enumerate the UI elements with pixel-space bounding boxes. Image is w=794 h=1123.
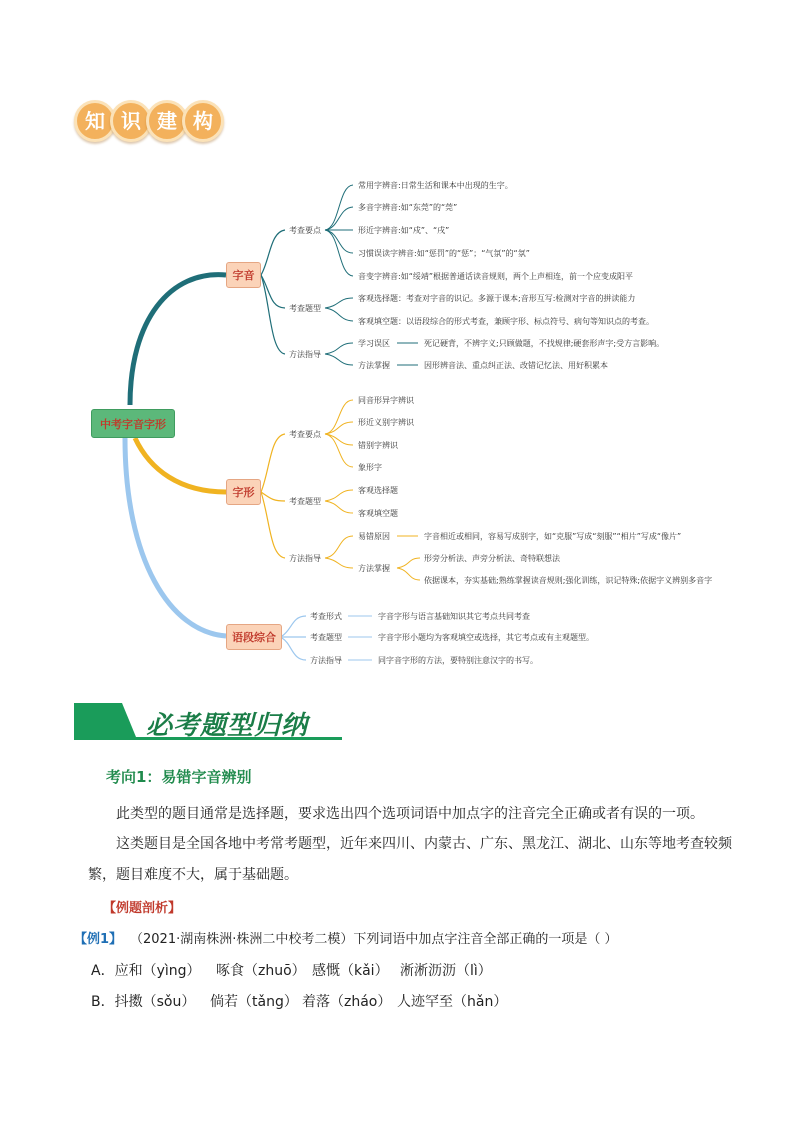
mindmap-root: 中考字音字形 bbox=[91, 409, 175, 438]
zixing-zhangwo-item: 形旁分析法、声旁分析法、奇特联想法 bbox=[424, 554, 560, 563]
ziyin-tixing-item: 客观选择题：考查对字音的识记。多源于课本;音形互写:检测对字音的拼读能力 bbox=[358, 294, 636, 303]
option-a-word: 啄食（zhuō） bbox=[216, 963, 306, 979]
option-a-word: A．应和（yìng） bbox=[91, 963, 201, 979]
yuduan-value: 字音字形与语言基础知识其它考点共同考查 bbox=[378, 612, 530, 621]
option-b-word: 倘若（tǎng） bbox=[210, 994, 298, 1010]
zixing-fangfa-label: 方法指导 bbox=[289, 554, 321, 563]
ziyin-fangfa-key: 方法掌握 bbox=[358, 361, 390, 370]
ziyin-yaodian-item: 常用字辨音:日常生活和课本中出现的生字。 bbox=[358, 181, 513, 190]
banner-title: 必考题型归纳 bbox=[146, 711, 309, 741]
node-ziyin: 字音 bbox=[226, 262, 261, 288]
branch-yuduan bbox=[125, 438, 226, 636]
example-question: （2021·湖南株洲·株洲二中校考二模）下列词语中加点字注音全部正确的一项是（ ） bbox=[130, 932, 618, 947]
option-b-word: 着落（zháo） bbox=[302, 994, 392, 1010]
para-1: 此类型的题目通常是选择题，要求选出四个选项词语中加点字的注音完全正确或者有误的一项。 bbox=[116, 806, 704, 822]
ziyin-fangfa-value: 因形辨音法、重点纠正法、改错记忆法、用好积累本 bbox=[424, 361, 608, 370]
example-tag: 【例题剖析】 bbox=[103, 901, 182, 916]
yuduan-key: 考查题型 bbox=[310, 633, 342, 642]
ziyin-fangfa-key: 学习误区 bbox=[358, 339, 390, 348]
option-a-word: 淅淅沥沥（lì） bbox=[400, 963, 492, 979]
ziyin-yaodian-label: 考查要点 bbox=[289, 226, 321, 235]
ziyin-fangfa-label: 方法指导 bbox=[289, 350, 321, 359]
zixing-yaodian-item: 错别字辨识 bbox=[358, 441, 398, 450]
yuduan-key: 考查形式 bbox=[310, 612, 342, 621]
ziyin-tixing-item: 客观填空题：以语段综合的形式考查，兼顾字形、标点符号、病句等知识点的考查。 bbox=[358, 317, 654, 326]
ziyin-yaodian-item: 多音字辨音:如“东莞”的“莞” bbox=[358, 203, 458, 212]
header-char-3: 建 bbox=[146, 100, 188, 142]
zixing-tixing-label: 考查题型 bbox=[289, 497, 321, 506]
option-b-word: 人迹罕至（hǎn） bbox=[397, 994, 508, 1010]
yuduan-key: 方法指导 bbox=[310, 656, 342, 665]
subheading: 考向1：易错字音辨别 bbox=[106, 768, 252, 786]
zixing-tixing-item: 客观填空题 bbox=[358, 509, 398, 518]
option-a-word: 感慨（kǎi） bbox=[312, 963, 389, 979]
zixing-tixing-item: 客观选择题 bbox=[358, 486, 398, 495]
node-zixing: 字形 bbox=[226, 479, 261, 505]
ziyin-yaodian-item: 形近字辨音:如“戍”、“戌” bbox=[358, 226, 450, 235]
zixing-yaodian-item: 形近义别字辨识 bbox=[358, 418, 414, 427]
option-b-word: B．抖擞（sǒu） bbox=[91, 994, 196, 1010]
header-char-2: 识 bbox=[110, 100, 152, 142]
node-yuduan: 语段综合 bbox=[226, 624, 282, 650]
ziyin-yaodian-item: 习惯误读字辨音:如“惩罚”的“惩”；“气氛”的“氛” bbox=[358, 249, 530, 258]
ziyin-fangfa-value: 死记硬背，不辨字义;只顾做题，不找规律;硬套形声字;受方言影响。 bbox=[424, 339, 665, 348]
example-label: 【例1】 bbox=[74, 932, 123, 947]
yuduan-value: 同字音字形的方法，要特别注意汉字的书写。 bbox=[378, 656, 538, 665]
ziyin-tixing-label: 考查题型 bbox=[289, 304, 321, 313]
para-2-line-2: 繁，题目难度不大，属于基础题。 bbox=[88, 867, 298, 883]
header-char-4: 构 bbox=[182, 100, 224, 142]
ziyin-yaodian-item: 音变字辨音:如“绥靖”根据普通话读音规则，两个上声相连，前一个应变成阳平 bbox=[358, 272, 633, 281]
zixing-yicuo-key: 易错原因 bbox=[358, 532, 390, 541]
yuduan-value: 字音字形小题均为客观填空或选择，其它考点或有主观题型。 bbox=[378, 633, 594, 642]
para-2-line-1: 这类题目是全国各地中考常考题型，近年来四川、内蒙古、广东、黑龙江、湖北、山东等地考查较频 bbox=[116, 836, 732, 852]
zixing-yaodian-label: 考查要点 bbox=[289, 430, 321, 439]
branch-ziyin bbox=[130, 275, 226, 405]
zixing-zhangwo-key: 方法掌握 bbox=[358, 564, 390, 573]
zixing-zhangwo-item: 依据课本，夯实基础;熟练掌握读音规则;强化训练，识记特殊;依据字义辨别多音字 bbox=[424, 576, 713, 585]
section-banner bbox=[74, 703, 342, 743]
zixing-yaodian-item: 同音形异字辨识 bbox=[358, 396, 414, 405]
zixing-yicuo-value: 字音相近或相同，容易写成别字，如“克服”写成“刻服”“相片”写成“像片” bbox=[424, 532, 682, 541]
branch-zixing bbox=[135, 438, 226, 492]
zixing-yaodian-item: 象形字 bbox=[358, 463, 382, 472]
header-char-1: 知 bbox=[74, 100, 116, 142]
